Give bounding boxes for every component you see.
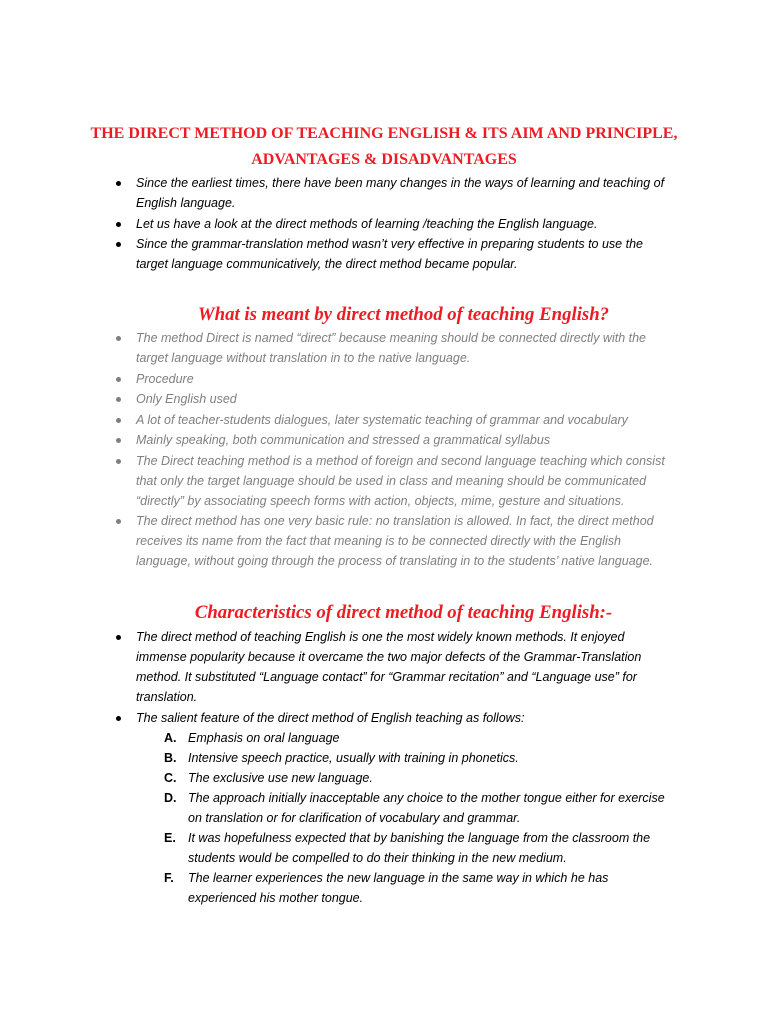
feature-item <box>164 768 672 788</box>
feature-item <box>164 788 672 828</box>
list-item <box>136 214 671 234</box>
list-item <box>136 328 671 368</box>
section-heading-characteristics: Characteristics of direct method of teaching English:- <box>194 602 613 623</box>
feature-item <box>164 828 672 868</box>
list-item-text: Procedure <box>136 371 194 386</box>
section-heading-meaning: What is meant by direct method of teaching English? <box>197 304 610 325</box>
document-title: THE DIRECT METHOD OF TEACHING ENGLISH & ITS AIM AND PRINCIPLE, ADVANTAGES & DISADVANTAGES <box>90 125 678 168</box>
feature-text: It was hopefulness expected that by banishing the language from the classroom the students would be compelled to do their thinking in the new medium. <box>188 830 651 865</box>
bullet-icon <box>116 222 121 227</box>
list-item <box>136 234 671 274</box>
bullet-icon <box>116 242 121 247</box>
feature-item <box>164 868 672 908</box>
bullet-icon <box>116 418 121 423</box>
feature-list <box>164 728 672 908</box>
list-item <box>136 627 671 707</box>
feature-marker: D. <box>164 790 177 805</box>
list-item-text: A lot of teacher-students dialogues, later systematic teaching of grammar and vocabulary <box>136 412 628 427</box>
bullet-icon <box>116 459 121 464</box>
bullet-icon <box>116 519 121 524</box>
bullet-icon <box>116 438 121 443</box>
list-item <box>136 389 671 409</box>
bullet-icon <box>116 377 121 382</box>
list-item <box>136 410 671 430</box>
list-item-text: The salient feature of the direct method of English teaching as follows: <box>136 710 525 725</box>
meaning-list <box>136 328 671 571</box>
list-item <box>136 451 671 511</box>
list-item-text: Let us have a look at the direct methods of learning /teaching the English language. <box>136 216 598 231</box>
bullet-icon <box>116 336 121 341</box>
feature-marker: A. <box>164 730 177 745</box>
feature-text: The exclusive use new language. <box>188 770 373 785</box>
list-item-text: The direct method has one very basic rule: no translation is allowed. In fact, the direct method receives its name from the fact that meaning is to be connected directly with the English language, without going through the process of translating in to the students’ native language. <box>136 514 654 568</box>
bullet-icon <box>116 635 121 640</box>
intro-list <box>136 173 671 274</box>
list-item-text: The Direct teaching method is a method of foreign and second language teaching which consist that only the target language should be used in class and meaning should be communicated “directly” by associating speech forms with action, objects, mime, gesture and situations. <box>136 453 665 508</box>
list-item <box>136 173 671 213</box>
feature-text: Emphasis on oral language <box>188 730 340 745</box>
feature-item <box>164 748 672 768</box>
list-item-text: Only English used <box>136 392 237 406</box>
feature-item <box>164 728 672 748</box>
list-item-text: Since the grammar-translation method wasn’t very effective in preparing students to use the target language communicatively, the direct method became popular. <box>136 237 643 271</box>
feature-marker: C. <box>164 770 177 785</box>
bullet-icon <box>116 181 121 186</box>
feature-marker: E. <box>164 830 176 845</box>
list-item-text: The direct method of teaching English is one the most widely known methods. It enjoyed immense popularity because it overcame the two major defects of the Grammar-Translation method. It substituted “Language contact” for “Grammar recitation” and “Language use” for translation. <box>136 630 642 704</box>
feature-text: Intensive speech practice, usually with training in phonetics. <box>188 750 519 765</box>
list-item-text: Since the earliest times, there have been many changes in the ways of learning and teaching of English language. <box>136 176 665 210</box>
list-item-text: Mainly speaking, both communication and stressed a grammatical syllabus <box>136 433 551 447</box>
list-item <box>136 430 671 450</box>
list-item <box>136 511 671 571</box>
feature-marker: F. <box>164 870 174 885</box>
feature-text: The learner experiences the new language in the same way in which he has experienced his mother tongue. <box>188 870 609 905</box>
list-item <box>136 369 671 389</box>
list-item <box>136 708 671 908</box>
list-item-text: The method Direct is named “direct” because meaning should be connected directly with the target language without translation in to the native language. <box>136 331 646 365</box>
feature-marker: B. <box>164 750 177 765</box>
bullet-icon <box>116 716 121 721</box>
feature-text: The approach initially inacceptable any choice to the mother tongue either for exercise on translation or for clarification of vocabulary and grammar. <box>188 790 665 825</box>
bullet-icon <box>116 397 121 402</box>
characteristics-list <box>136 627 671 908</box>
